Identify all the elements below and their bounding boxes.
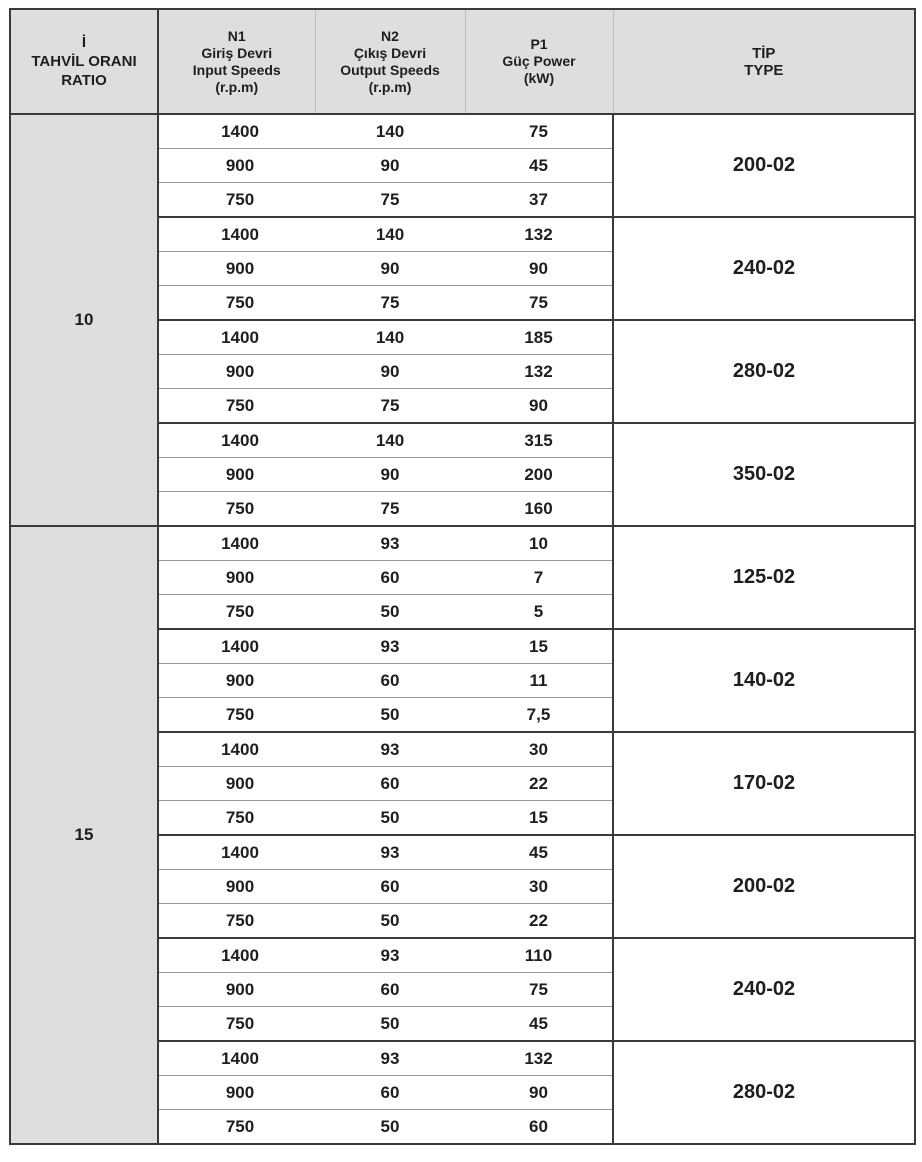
header-n1-symbol: N1 — [227, 27, 246, 44]
table-header — [10, 9, 915, 114]
header-type-en: TYPE — [744, 61, 784, 79]
n2-cell: 75 — [315, 183, 465, 218]
header-n1-unit: (r.p.m) — [215, 78, 259, 95]
n1-cell: 1400 — [158, 1041, 315, 1076]
n1-cell: 900 — [158, 149, 315, 183]
n1-cell: 750 — [158, 698, 315, 733]
n2-cell: 50 — [315, 1110, 465, 1145]
n1-cell: 750 — [158, 183, 315, 218]
p1-cell: 132 — [465, 355, 613, 389]
n2-cell: 50 — [315, 595, 465, 630]
header-ratio-tr: TAHVİL ORANI — [31, 53, 137, 70]
header-n2-unit: (r.p.m) — [368, 78, 412, 95]
n1-cell: 1400 — [158, 217, 315, 252]
ratio-cell: 15 — [10, 526, 158, 1144]
n1-cell: 750 — [158, 492, 315, 527]
n2-cell: 50 — [315, 801, 465, 836]
n1-cell: 1400 — [158, 320, 315, 355]
n1-cell: 900 — [158, 561, 315, 595]
p1-cell: 11 — [465, 664, 613, 698]
n1-cell: 750 — [158, 904, 315, 939]
p1-cell: 7 — [465, 561, 613, 595]
n1-cell: 900 — [158, 767, 315, 801]
n2-cell: 140 — [315, 320, 465, 355]
type-cell: 140-02 — [613, 629, 915, 732]
header-ratio-symbol: İ — [81, 34, 87, 51]
type-cell: 280-02 — [613, 320, 915, 423]
p1-cell: 37 — [465, 183, 613, 218]
n1-cell: 1400 — [158, 423, 315, 458]
n2-cell: 50 — [315, 698, 465, 733]
n2-cell: 75 — [315, 389, 465, 424]
p1-cell: 75 — [465, 973, 613, 1007]
n1-cell: 900 — [158, 1076, 315, 1110]
type-cell: 280-02 — [613, 1041, 915, 1144]
n2-cell: 90 — [315, 355, 465, 389]
type-cell: 200-02 — [613, 114, 915, 217]
n2-cell: 93 — [315, 938, 465, 973]
header-n1-tr: Giriş Devri — [201, 44, 273, 61]
n1-cell: 900 — [158, 664, 315, 698]
p1-cell: 160 — [465, 492, 613, 527]
header-p1 — [465, 9, 613, 114]
p1-cell: 15 — [465, 629, 613, 664]
p1-cell: 185 — [465, 320, 613, 355]
header-ratio — [10, 9, 158, 114]
p1-cell: 30 — [465, 870, 613, 904]
p1-cell: 132 — [465, 217, 613, 252]
n2-cell: 50 — [315, 904, 465, 939]
n2-cell: 93 — [315, 526, 465, 561]
p1-cell: 10 — [465, 526, 613, 561]
type-cell: 170-02 — [613, 732, 915, 835]
header-p1-symbol: P1 — [530, 36, 548, 52]
n1-cell: 750 — [158, 389, 315, 424]
n2-cell: 93 — [315, 835, 465, 870]
n1-cell: 1400 — [158, 732, 315, 767]
p1-cell: 45 — [465, 1007, 613, 1042]
n1-cell: 900 — [158, 973, 315, 1007]
n2-cell: 140 — [315, 217, 465, 252]
n2-cell: 140 — [315, 114, 465, 149]
p1-cell: 22 — [465, 904, 613, 939]
ratio-cell: 10 — [10, 114, 158, 526]
p1-cell: 132 — [465, 1041, 613, 1076]
type-cell: 240-02 — [613, 217, 915, 320]
n1-cell: 750 — [158, 595, 315, 630]
n2-cell: 60 — [315, 870, 465, 904]
header-type-tr: TİP — [752, 44, 776, 62]
type-cell: 350-02 — [613, 423, 915, 526]
table-body — [10, 114, 915, 1144]
n1-cell: 750 — [158, 286, 315, 321]
header-p1-unit: (kW) — [523, 70, 555, 86]
p1-cell: 75 — [465, 114, 613, 149]
p1-cell: 7,5 — [465, 698, 613, 733]
p1-cell: 5 — [465, 595, 613, 630]
n1-cell: 900 — [158, 355, 315, 389]
table-row — [10, 526, 915, 561]
n2-cell: 140 — [315, 423, 465, 458]
n1-cell: 900 — [158, 458, 315, 492]
n2-cell: 93 — [315, 629, 465, 664]
header-n2-symbol: N2 — [381, 27, 399, 44]
table-row — [10, 114, 915, 149]
p1-cell: 315 — [465, 423, 613, 458]
n2-cell: 75 — [315, 286, 465, 321]
n2-cell: 90 — [315, 252, 465, 286]
header-n1-en: Input Speeds — [192, 61, 281, 78]
p1-cell: 90 — [465, 252, 613, 286]
p1-cell: 90 — [465, 389, 613, 424]
n1-cell: 750 — [158, 1110, 315, 1145]
p1-cell: 45 — [465, 149, 613, 183]
n2-cell: 90 — [315, 458, 465, 492]
n2-cell: 60 — [315, 767, 465, 801]
ratings-table — [9, 8, 916, 1145]
n2-cell: 93 — [315, 1041, 465, 1076]
p1-cell: 45 — [465, 835, 613, 870]
header-n1 — [158, 9, 315, 114]
n1-cell: 1400 — [158, 938, 315, 973]
type-cell: 200-02 — [613, 835, 915, 938]
n1-cell: 1400 — [158, 835, 315, 870]
n2-cell: 60 — [315, 1076, 465, 1110]
n2-cell: 93 — [315, 732, 465, 767]
p1-cell: 200 — [465, 458, 613, 492]
header-n2-tr: Çıkış Devri — [353, 44, 427, 61]
n1-cell: 750 — [158, 1007, 315, 1042]
header-ratio-en: RATIO — [61, 72, 107, 89]
n2-cell: 60 — [315, 973, 465, 1007]
n1-cell: 1400 — [158, 629, 315, 664]
p1-cell: 30 — [465, 732, 613, 767]
header-p1-label: Güç Power — [502, 53, 576, 69]
n1-cell: 900 — [158, 870, 315, 904]
p1-cell: 110 — [465, 938, 613, 973]
n2-cell: 50 — [315, 1007, 465, 1042]
header-n2-en: Output Speeds — [340, 61, 440, 78]
n2-cell: 75 — [315, 492, 465, 527]
type-cell: 125-02 — [613, 526, 915, 629]
n1-cell: 900 — [158, 252, 315, 286]
n1-cell: 750 — [158, 801, 315, 836]
p1-cell: 60 — [465, 1110, 613, 1145]
p1-cell: 15 — [465, 801, 613, 836]
n2-cell: 90 — [315, 149, 465, 183]
p1-cell: 75 — [465, 286, 613, 321]
p1-cell: 22 — [465, 767, 613, 801]
header-n2 — [315, 9, 465, 114]
n2-cell: 60 — [315, 664, 465, 698]
type-cell: 240-02 — [613, 938, 915, 1041]
n1-cell: 1400 — [158, 526, 315, 561]
header-type — [613, 9, 915, 114]
n1-cell: 1400 — [158, 114, 315, 149]
p1-cell: 90 — [465, 1076, 613, 1110]
n2-cell: 60 — [315, 561, 465, 595]
